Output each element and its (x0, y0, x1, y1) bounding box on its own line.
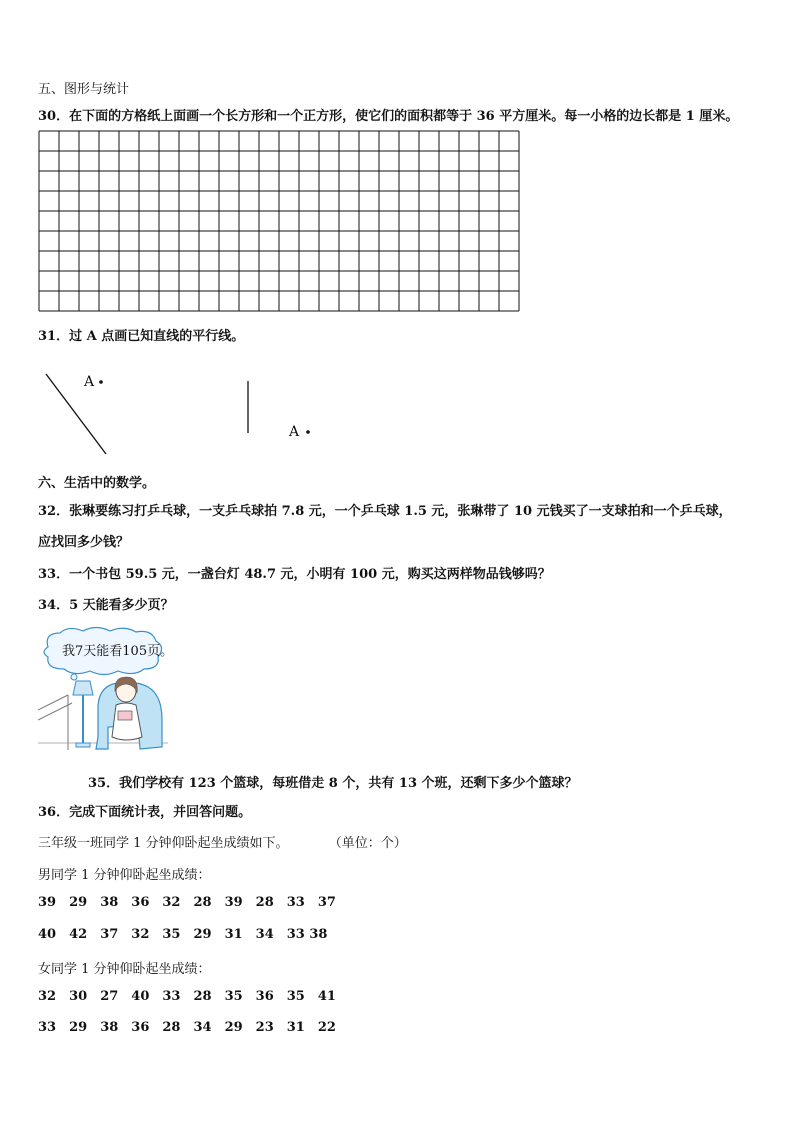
stats-unit: （单位：个） (328, 836, 407, 851)
score-value: 35 (286, 989, 305, 1004)
score-value: 35 (224, 989, 243, 1004)
question-32-line1: 32．张琳要练习打乒乓球，一支乒乓球拍 7.8 元，一个乒乓球 1.5 元，张琳带了 10 元钱买了一支球拍和一个乒乓球， (38, 504, 732, 519)
score-value: 28 (162, 1020, 181, 1035)
slanted-line (46, 374, 106, 454)
girls-scores-row2 (38, 1020, 349, 1035)
section-6-heading: 六、生活中的数学。 (38, 476, 156, 491)
score-value: 36 (131, 895, 150, 910)
point-a1-dot (99, 380, 103, 384)
girls-title: 女同学 1 分钟仰卧起坐成绩： (38, 962, 211, 977)
score-value: 34 (255, 927, 274, 942)
score-value: 31 (224, 927, 243, 942)
score-value: 32 (38, 989, 57, 1004)
score-value: 22 (317, 1020, 336, 1035)
score-value: 28 (255, 895, 274, 910)
score-value: 32 (131, 927, 150, 942)
score-value: 30 (69, 989, 88, 1004)
point-a2-dot (306, 430, 310, 434)
score-value: 33 38 (286, 927, 328, 942)
boys-title: 男同学 1 分钟仰卧起坐成绩： (38, 868, 211, 883)
question-32-line2: 应找回多少钱？ (38, 535, 130, 550)
score-value: 29 (69, 1020, 88, 1035)
score-value: 33 (38, 1020, 57, 1035)
point-a1-label: A (84, 374, 95, 390)
score-value: 31 (286, 1020, 305, 1035)
boys-scores-row1 (38, 895, 349, 910)
boys-scores-row2 (38, 927, 340, 942)
question-30: 30．在下面的方格纸上面画一个长方形和一个正方形，使它们的面积都等于 36 平方厘米。每一小格的边长都是 1 厘米。 (38, 109, 739, 124)
lamp-shade (73, 681, 93, 695)
book (118, 711, 132, 720)
score-value: 36 (131, 1020, 150, 1035)
question-36: 36．完成下面统计表，并回答问题。 (38, 805, 252, 820)
score-value: 41 (317, 989, 336, 1004)
score-value: 29 (224, 1020, 243, 1035)
score-value: 35 (162, 927, 181, 942)
section-5-heading: 五、图形与统计 (38, 82, 130, 97)
question-31: 31．过 A 点画已知直线的平行线。 (38, 329, 245, 344)
score-value: 33 (162, 989, 181, 1004)
score-value: 39 (38, 895, 57, 910)
score-value: 23 (255, 1020, 274, 1035)
score-value: 38 (100, 1020, 119, 1035)
square-grid (38, 130, 520, 312)
score-value: 36 (255, 989, 274, 1004)
score-value: 34 (193, 1020, 212, 1035)
question-35: 35．我们学校有 123 个篮球，每班借走 8 个，共有 13 个班，还剩下多少个篮球？ (88, 776, 578, 791)
score-value: 27 (100, 989, 119, 1004)
question-33: 33．一个书包 59.5 元，一盏台灯 48.7 元，小明有 100 元，购买这两样物品钱够吗？ (38, 567, 551, 582)
question-34: 34．5 天能看多少页？ (38, 598, 174, 613)
score-value: 38 (100, 895, 119, 910)
speech-bubble-text: 我7天能看105页。 (62, 644, 174, 659)
score-value: 40 (131, 989, 150, 1004)
score-value: 37 (317, 895, 336, 910)
score-value: 40 (38, 927, 57, 942)
stats-intro-text: 三年级一班同学 1 分钟仰卧起坐成绩如下。 (38, 836, 289, 851)
score-value: 39 (224, 895, 243, 910)
score-value: 28 (193, 989, 212, 1004)
girls-scores-row1 (38, 989, 349, 1004)
score-value: 42 (69, 927, 88, 942)
score-value: 29 (193, 927, 212, 942)
given-lines-figure (38, 365, 338, 460)
score-value: 29 (69, 895, 88, 910)
score-value: 28 (193, 895, 212, 910)
stats-intro (38, 832, 407, 851)
score-value: 37 (100, 927, 119, 942)
point-a2-label: A (289, 424, 300, 440)
score-value: 32 (162, 895, 181, 910)
score-value: 33 (286, 895, 305, 910)
